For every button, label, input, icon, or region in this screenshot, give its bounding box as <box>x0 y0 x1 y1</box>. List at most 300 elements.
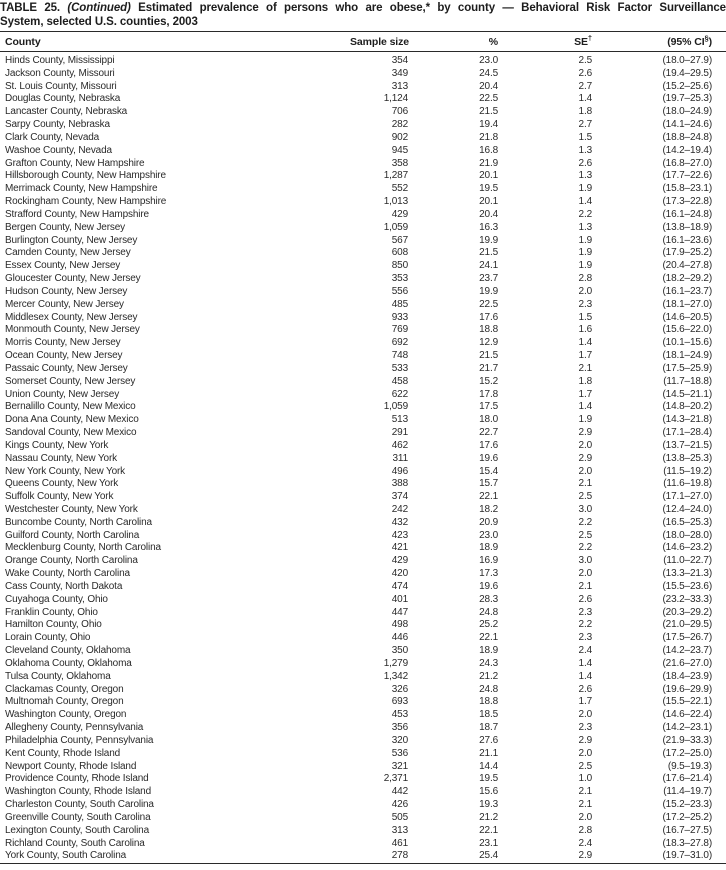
county-cell: Hillsborough County, New Hampshire <box>5 170 166 182</box>
sample-size-cell: 429 <box>391 208 408 220</box>
se-cell: 2.0 <box>578 747 592 759</box>
table-row <box>0 337 726 350</box>
table-title <box>0 1 726 29</box>
table-row <box>0 709 726 722</box>
county-cell: Mercer County, New Jersey <box>5 298 124 310</box>
sample-size-cell: 513 <box>391 414 408 426</box>
ci-cell: (20.4–27.8) <box>662 260 712 272</box>
sample-size-cell: 536 <box>391 747 408 759</box>
table-row <box>0 453 726 466</box>
sample-size-cell: 692 <box>391 337 408 349</box>
sample-size-cell: 426 <box>391 799 408 811</box>
percent-cell: 16.9 <box>479 555 498 567</box>
ci-cell: (15.5–23.6) <box>662 580 712 592</box>
se-cell: 2.5 <box>578 760 592 772</box>
sample-size-cell: 350 <box>391 645 408 657</box>
se-cell: 1.5 <box>578 311 592 323</box>
table-row <box>0 748 726 761</box>
ci-cell: (15.6–22.0) <box>662 324 712 336</box>
se-cell: 2.0 <box>578 285 592 297</box>
percent-cell: 24.3 <box>479 657 498 669</box>
se-header-label: SE <box>574 36 588 48</box>
percent-cell: 18.7 <box>479 722 498 734</box>
county-cell: Allegheny County, Pennsylvania <box>5 722 144 734</box>
se-cell: 2.1 <box>578 786 592 798</box>
county-cell: Orange County, North Carolina <box>5 555 138 567</box>
se-cell: 2.0 <box>578 465 592 477</box>
table-row <box>0 132 726 145</box>
table-row <box>0 247 726 260</box>
se-cell: 1.8 <box>578 106 592 118</box>
ci-section-footnote-mark: § <box>704 33 709 43</box>
percent-cell: 21.9 <box>479 157 498 169</box>
ci-cell: (23.2–33.3) <box>662 593 712 605</box>
ci-cell: (21.0–29.5) <box>662 619 712 631</box>
se-cell: 1.8 <box>578 375 592 387</box>
se-cell: 1.6 <box>578 324 592 336</box>
sample-size-cell: 458 <box>391 375 408 387</box>
percent-cell: 19.5 <box>479 183 498 195</box>
se-cell: 2.6 <box>578 683 592 695</box>
percent-cell: 18.8 <box>479 324 498 336</box>
ci-cell: (11.0–22.7) <box>663 555 712 567</box>
county-cell: Buncombe County, North Carolina <box>5 516 152 528</box>
table-row <box>0 568 726 581</box>
percent-cell: 22.7 <box>479 427 498 439</box>
county-cell: Dona Ana County, New Mexico <box>5 414 139 426</box>
column-header-county <box>0 32 348 52</box>
sample-size-cell: 902 <box>391 131 408 143</box>
county-cell: Clackamas County, Oregon <box>5 683 124 695</box>
county-cell: Middlesex County, New Jersey <box>5 311 138 323</box>
sample-size-cell: 1,059 <box>383 401 408 413</box>
sample-size-cell: 505 <box>391 811 408 823</box>
table-row <box>0 350 726 363</box>
percent-cell: 19.3 <box>479 799 498 811</box>
county-cell: Hamilton County, Ohio <box>5 619 102 631</box>
percent-header-label: % <box>488 36 498 48</box>
ci-cell: (17.1–28.4) <box>662 427 712 439</box>
ci-cell: (17.1–27.0) <box>662 491 712 503</box>
sample-size-cell: 945 <box>391 144 408 156</box>
se-cell: 1.7 <box>578 388 592 400</box>
table-title-line2: System, selected U.S. counties, 2003 <box>0 16 198 28</box>
percent-cell: 19.6 <box>479 452 498 464</box>
ci-cell: (14.2–23.7) <box>662 645 712 657</box>
ci-cell: (17.9–25.2) <box>662 247 712 259</box>
ci-cell: (19.7–31.0) <box>662 850 712 862</box>
percent-cell: 22.5 <box>479 93 498 105</box>
ci-cell: (18.0–27.9) <box>662 55 712 66</box>
se-cell: 1.9 <box>578 183 592 195</box>
column-header-se <box>500 32 594 52</box>
table-row <box>0 594 726 607</box>
table-title-line1 <box>0 1 726 15</box>
table-row <box>0 52 726 68</box>
table-header <box>0 32 726 52</box>
percent-cell: 18.2 <box>479 503 498 515</box>
percent-cell: 18.0 <box>479 414 498 426</box>
table-row <box>0 761 726 774</box>
sample-size-cell: 462 <box>391 439 408 451</box>
se-cell: 2.3 <box>578 722 592 734</box>
table-row <box>0 619 726 632</box>
table-row <box>0 170 726 183</box>
se-cell: 2.1 <box>578 478 592 490</box>
sample-size-cell: 485 <box>391 298 408 310</box>
county-cell: Westchester County, New York <box>5 503 138 515</box>
ci-cell: (15.2–25.6) <box>662 80 712 92</box>
table-row <box>0 401 726 414</box>
county-cell: Bernalillo County, New Mexico <box>5 401 136 413</box>
table-row <box>0 286 726 299</box>
percent-cell: 21.8 <box>479 131 498 143</box>
ci-cell: (13.8–18.9) <box>662 221 712 233</box>
ci-cell: (16.1–23.6) <box>662 234 712 246</box>
se-cell: 1.4 <box>578 670 592 682</box>
table-row <box>0 363 726 376</box>
column-header-ci <box>594 32 726 52</box>
table-row <box>0 607 726 620</box>
sample-size-cell: 421 <box>391 542 408 554</box>
ci-cell: (11.7–18.8) <box>663 375 712 387</box>
table-row <box>0 838 726 851</box>
table-row <box>0 427 726 440</box>
sample-size-cell: 311 <box>392 452 408 464</box>
county-cell: Douglas County, Nebraska <box>5 93 121 105</box>
sample-size-cell: 356 <box>391 722 408 734</box>
ci-cell: (14.2–23.1) <box>662 722 712 734</box>
sample-size-cell: 320 <box>391 734 408 746</box>
se-cell: 1.9 <box>578 247 592 259</box>
percent-cell: 15.4 <box>479 465 498 477</box>
sample-size-cell: 474 <box>391 580 408 592</box>
county-cell: Camden County, New Jersey <box>5 247 131 259</box>
se-cell: 2.6 <box>578 157 592 169</box>
title-continued: (Continued) <box>67 2 131 14</box>
ci-cell: (14.8–20.2) <box>662 401 712 413</box>
sample-size-cell: 556 <box>391 285 408 297</box>
se-cell: 2.5 <box>578 491 592 503</box>
sample-size-cell: 693 <box>391 696 408 708</box>
table-row <box>0 645 726 658</box>
sample-size-cell: 552 <box>391 183 408 195</box>
county-cell: Hudson County, New Jersey <box>5 285 128 297</box>
county-cell: Wake County, North Carolina <box>5 568 130 580</box>
percent-cell: 24.5 <box>479 67 498 79</box>
percent-cell: 17.6 <box>479 311 498 323</box>
se-cell: 1.4 <box>578 657 592 669</box>
percent-cell: 20.1 <box>479 196 498 208</box>
table-row <box>0 235 726 248</box>
sample-size-cell: 1,287 <box>383 170 408 182</box>
table-row <box>0 158 726 171</box>
ci-cell: (15.8–23.1) <box>662 183 712 195</box>
se-cell: 3.0 <box>578 555 592 567</box>
table-row <box>0 773 726 786</box>
county-cell: Kings County, New York <box>5 439 109 451</box>
county-cell: Burlington County, New Jersey <box>5 234 138 246</box>
county-cell: Kent County, Rhode Island <box>5 747 121 759</box>
table-row <box>0 68 726 81</box>
table-row <box>0 312 726 325</box>
table-row <box>0 119 726 132</box>
se-cell: 2.6 <box>578 593 592 605</box>
percent-cell: 19.5 <box>479 773 498 785</box>
table-row <box>0 389 726 402</box>
table-row <box>0 209 726 222</box>
county-cell: Grafton County, New Hampshire <box>5 157 145 169</box>
sample-size-cell: 706 <box>391 106 408 118</box>
ci-cell: (14.3–21.8) <box>662 414 712 426</box>
se-cell: 1.9 <box>578 234 592 246</box>
county-cell: Washington County, Oregon <box>5 709 127 721</box>
sample-size-cell: 533 <box>391 362 408 374</box>
county-cell: Merrimack County, New Hampshire <box>5 183 158 195</box>
se-cell: 2.3 <box>578 606 592 618</box>
sample-size-cell: 1,279 <box>383 657 408 669</box>
se-cell: 2.4 <box>578 645 592 657</box>
percent-cell: 22.1 <box>479 491 498 503</box>
ci-cell: (17.3–22.8) <box>662 196 712 208</box>
sample-size-cell: 313 <box>391 824 408 836</box>
ci-cell: (17.7–22.6) <box>662 170 712 182</box>
se-cell: 2.1 <box>578 362 592 374</box>
table-row <box>0 145 726 158</box>
se-cell: 2.6 <box>578 67 592 79</box>
se-cell: 1.3 <box>578 144 592 156</box>
percent-cell: 18.8 <box>479 696 498 708</box>
ci-cell: (17.5–25.9) <box>662 362 712 374</box>
county-cell: Cass County, North Dakota <box>5 580 123 592</box>
ci-cell: (21.6–27.0) <box>662 657 712 669</box>
percent-cell: 17.8 <box>479 388 498 400</box>
ci-cell: (13.3–21.3) <box>662 568 712 580</box>
percent-cell: 20.1 <box>479 170 498 182</box>
ci-cell: (10.1–15.6) <box>662 337 712 349</box>
se-cell: 1.4 <box>578 401 592 413</box>
county-cell: Tulsa County, Oklahoma <box>5 670 111 682</box>
se-cell: 1.4 <box>578 196 592 208</box>
se-cell: 2.1 <box>578 580 592 592</box>
se-cell: 1.7 <box>578 350 592 362</box>
county-cell: Union County, New Jersey <box>5 388 120 400</box>
se-cell: 1.3 <box>578 170 592 182</box>
column-header-percent <box>410 32 500 52</box>
sample-size-cell: 388 <box>391 478 408 490</box>
ci-cell: (9.5–19.3) <box>667 760 712 772</box>
percent-cell: 23.0 <box>479 529 498 541</box>
ci-cell: (18.2–29.2) <box>662 273 712 285</box>
table-row <box>0 581 726 594</box>
table-row <box>0 555 726 568</box>
table-row <box>0 196 726 209</box>
table-row <box>0 466 726 479</box>
ci-cell: (18.0–24.9) <box>662 106 712 118</box>
percent-cell: 21.5 <box>479 350 498 362</box>
percent-cell: 25.4 <box>479 850 498 862</box>
percent-cell: 21.5 <box>479 106 498 118</box>
percent-cell: 17.6 <box>479 439 498 451</box>
sample-size-cell: 769 <box>391 324 408 336</box>
ci-cell: (11.5–19.2) <box>663 465 712 477</box>
percent-cell: 16.3 <box>479 221 498 233</box>
county-cell: Jackson County, Missouri <box>5 67 115 79</box>
county-cell: Franklin County, Ohio <box>5 606 98 618</box>
se-cell: 2.8 <box>578 273 592 285</box>
ci-cell: (19.7–25.3) <box>662 93 712 105</box>
county-cell: Guilford County, North Carolina <box>5 529 140 541</box>
sample-size-cell: 374 <box>391 491 408 503</box>
se-cell: 1.7 <box>578 696 592 708</box>
percent-cell: 15.6 <box>479 786 498 798</box>
county-cell: Washoe County, Nevada <box>5 144 112 156</box>
table-row <box>0 542 726 555</box>
percent-cell: 18.9 <box>479 542 498 554</box>
percent-cell: 19.9 <box>479 234 498 246</box>
ci-cell: (18.1–27.0) <box>662 298 712 310</box>
se-cell: 2.5 <box>578 55 592 66</box>
sample-size-cell: 1,013 <box>383 196 408 208</box>
sample-size-cell: 933 <box>391 311 408 323</box>
table-row <box>0 81 726 94</box>
percent-cell: 27.6 <box>479 734 498 746</box>
table-row <box>0 786 726 799</box>
county-cell: Gloucester County, New Jersey <box>5 273 141 285</box>
se-cell: 1.4 <box>578 337 592 349</box>
ci-cell: (16.8–27.0) <box>662 157 712 169</box>
sample-size-cell: 453 <box>391 709 408 721</box>
ci-cell: (18.4–23.9) <box>662 670 712 682</box>
percent-cell: 17.5 <box>479 401 498 413</box>
table-body <box>0 52 726 864</box>
sample-size-cell: 282 <box>391 119 408 131</box>
se-cell: 1.4 <box>578 93 592 105</box>
ci-cell: (17.6–21.4) <box>662 773 712 785</box>
sample-size-cell: 498 <box>391 619 408 631</box>
county-cell: York County, South Carolina <box>5 850 127 862</box>
sample-size-cell: 420 <box>391 568 408 580</box>
county-cell: Rockingham County, New Hampshire <box>5 196 167 208</box>
ci-cell: (20.3–29.2) <box>662 606 712 618</box>
sample-size-cell: 313 <box>391 80 408 92</box>
percent-cell: 24.8 <box>479 606 498 618</box>
ci-cell: (21.9–33.3) <box>662 734 712 746</box>
county-cell: Clark County, Nevada <box>5 131 100 143</box>
county-cell: Multnomah County, Oregon <box>5 696 124 708</box>
se-cell: 2.8 <box>578 824 592 836</box>
se-cell: 2.0 <box>578 811 592 823</box>
se-cell: 2.5 <box>578 529 592 541</box>
table-row <box>0 478 726 491</box>
percent-cell: 16.8 <box>479 144 498 156</box>
percent-cell: 23.7 <box>479 273 498 285</box>
percent-cell: 23.0 <box>479 55 498 66</box>
ci-cell: (16.5–25.3) <box>662 516 712 528</box>
county-cell: Richland County, South Carolina <box>5 837 145 849</box>
percent-cell: 22.1 <box>479 632 498 644</box>
county-cell: Cleveland County, Oklahoma <box>5 645 131 657</box>
percent-cell: 21.5 <box>479 247 498 259</box>
prevalence-table <box>0 31 726 864</box>
table-row <box>0 696 726 709</box>
ci-cell: (17.2–25.2) <box>662 811 712 823</box>
percent-cell: 18.9 <box>479 645 498 657</box>
sample-size-cell: 748 <box>391 350 408 362</box>
county-cell: New York County, New York <box>5 465 126 477</box>
percent-cell: 20.9 <box>479 516 498 528</box>
percent-cell: 19.9 <box>479 285 498 297</box>
sample-size-cell: 622 <box>391 388 408 400</box>
ci-cell: (18.0–28.0) <box>662 529 712 541</box>
county-cell: Newport County, Rhode Island <box>5 760 137 772</box>
ci-cell: (19.4–29.5) <box>662 67 712 79</box>
county-header-label: County <box>5 36 41 48</box>
sample-size-cell: 291 <box>391 427 408 439</box>
se-cell: 2.9 <box>578 452 592 464</box>
se-cell: 2.7 <box>578 119 592 131</box>
se-cell: 2.2 <box>578 208 592 220</box>
table-row <box>0 671 726 684</box>
county-cell: Oklahoma County, Oklahoma <box>5 657 132 669</box>
ci-cell: (14.2–19.4) <box>662 144 712 156</box>
table-row <box>0 414 726 427</box>
sample-size-cell: 278 <box>391 850 408 862</box>
table-row <box>0 222 726 235</box>
table-row <box>0 825 726 838</box>
county-cell: Queens County, New York <box>5 478 119 490</box>
se-cell: 2.2 <box>578 516 592 528</box>
county-cell: St. Louis County, Missouri <box>5 80 117 92</box>
sample-size-cell: 321 <box>391 760 408 772</box>
header-row <box>0 32 726 52</box>
ci-cell: (14.6–20.5) <box>662 311 712 323</box>
se-cell: 1.3 <box>578 221 592 233</box>
sample-size-cell: 353 <box>391 273 408 285</box>
percent-cell: 18.5 <box>479 709 498 721</box>
table-row <box>0 684 726 697</box>
se-cell: 2.3 <box>578 298 592 310</box>
se-cell: 2.9 <box>578 850 592 862</box>
sample-size-cell: 242 <box>391 503 408 515</box>
sample-size-cell: 423 <box>391 529 408 541</box>
sample-size-cell: 461 <box>391 837 408 849</box>
county-cell: Nassau County, New York <box>5 452 117 464</box>
percent-cell: 25.2 <box>479 619 498 631</box>
ci-cell: (15.2–23.3) <box>662 799 712 811</box>
table-row <box>0 504 726 517</box>
ci-cell: (16.1–23.7) <box>662 285 712 297</box>
percent-cell: 24.8 <box>479 683 498 695</box>
sample-size-cell: 496 <box>391 465 408 477</box>
county-cell: Morris County, New Jersey <box>5 337 121 349</box>
sample-size-cell: 1,124 <box>383 93 408 105</box>
ci-cell: (18.1–24.9) <box>662 350 712 362</box>
table-row <box>0 183 726 196</box>
county-cell: Sandoval County, New Mexico <box>5 427 137 439</box>
ci-cell: (17.5–26.7) <box>662 632 712 644</box>
se-cell: 2.0 <box>578 568 592 580</box>
ci-cell: (14.6–23.2) <box>662 542 712 554</box>
ci-cell: (12.4–24.0) <box>662 503 712 515</box>
table-row <box>0 812 726 825</box>
table-row <box>0 850 726 863</box>
ci-cell: (19.6–29.9) <box>662 683 712 695</box>
sample-size-cell: 354 <box>391 55 408 66</box>
percent-cell: 22.1 <box>479 824 498 836</box>
table-row <box>0 299 726 312</box>
table-row <box>0 799 726 812</box>
